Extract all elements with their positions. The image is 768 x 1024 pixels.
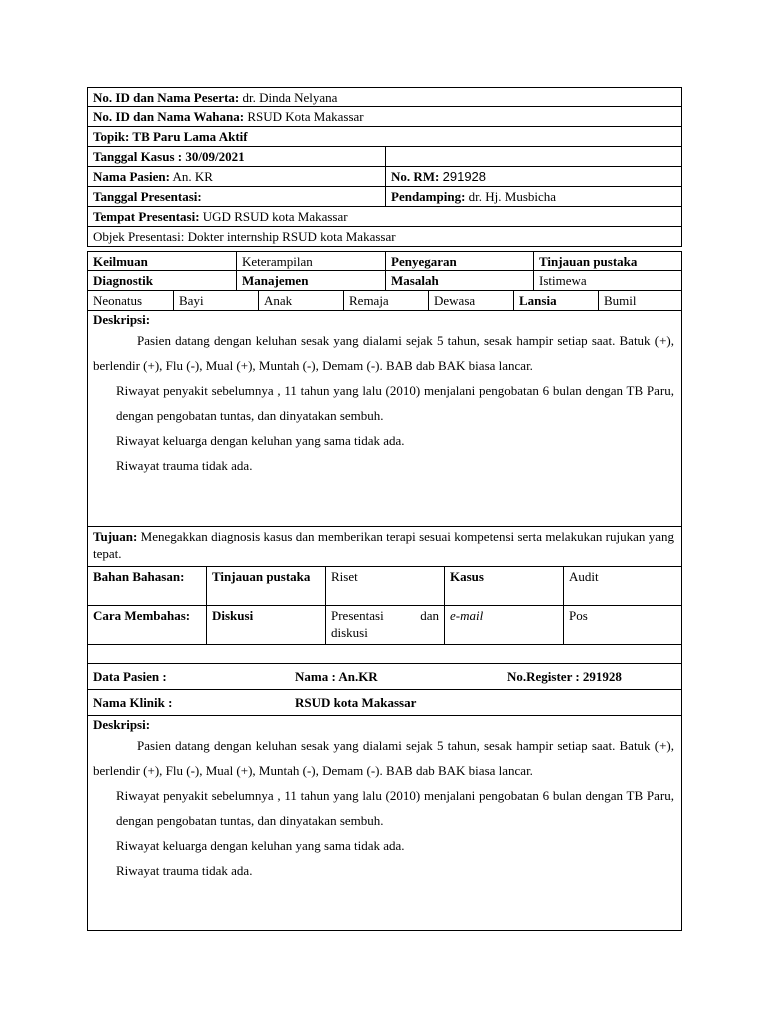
row-category-2 xyxy=(87,271,682,291)
row-bahan-bahasan xyxy=(87,567,682,606)
tempat-value: UGD RSUD kota Makassar xyxy=(202,209,348,224)
deskripsi-p3-2: Riwayat keluarga dengan keluhan yang sama tidak ada. xyxy=(116,838,405,853)
pendamping-value: dr. Hj. Musbicha xyxy=(468,189,557,204)
category-diagnostik: Diagnostik xyxy=(93,273,153,288)
wahana-label: No. ID dan Nama Wahana: xyxy=(93,109,245,124)
data-pasien-nama: Nama : An.KR xyxy=(295,669,378,684)
tempat-label: Tempat Presentasi: xyxy=(93,209,200,224)
cara-presentasi: Presentasi dan diskusi xyxy=(325,606,444,644)
deskripsi-p3: Riwayat keluarga dengan keluhan yang sama tidak ada. xyxy=(116,433,405,448)
tanggal-presentasi-label: Tanggal Presentasi: xyxy=(93,189,202,204)
deskripsi-p2-2: Riwayat penyakit sebelumnya , 11 tahun yang lalu (2010) menjalani pengobatan 6 bulan dengan TB Paru, dengan pengobatan tuntas, dan dinyatakan sembuh. xyxy=(116,788,674,828)
category-manajemen: Manajemen xyxy=(236,271,385,290)
deskripsi-label: Deskripsi: xyxy=(93,312,151,327)
spacer-row xyxy=(87,645,682,664)
deskripsi-p4: Riwayat trauma tidak ada. xyxy=(116,458,253,473)
age-neonatus: Neonatus xyxy=(93,293,143,308)
klinik-value: RSUD kota Makassar xyxy=(295,695,417,710)
deskripsi-section-2 xyxy=(87,716,682,931)
tanggal-kasus: Tanggal Kasus : 30/09/2021 xyxy=(93,149,245,164)
row-peserta xyxy=(87,87,682,107)
row-tempat xyxy=(87,207,682,227)
row-data-pasien xyxy=(87,664,682,690)
case-report-form xyxy=(87,87,682,931)
nama-pasien-value: An. KR xyxy=(172,169,213,184)
row-tanggal-kasus xyxy=(87,147,682,167)
age-bayi: Bayi xyxy=(173,291,258,310)
row-age-groups xyxy=(87,291,682,311)
row-objek xyxy=(87,227,682,247)
category-keterampilan: Keterampilan xyxy=(236,252,385,270)
row-category-1 xyxy=(87,251,682,271)
cara-email: e-mail xyxy=(444,606,563,644)
bahan-kasus: Kasus xyxy=(444,567,563,605)
pendamping-label: Pendamping: xyxy=(391,189,466,204)
cara-diskusi: Diskusi xyxy=(206,606,325,644)
age-dewasa: Dewasa xyxy=(428,291,513,310)
bahan-audit: Audit xyxy=(563,567,681,605)
no-rm-value: 291928 xyxy=(442,169,487,184)
deskripsi-label-2: Deskripsi: xyxy=(93,717,151,732)
deskripsi-p2: Riwayat penyakit sebelumnya , 11 tahun yang lalu (2010) menjalani pengobatan 6 bulan dengan TB Paru, dengan pengobatan tuntas, dan dinyatakan sembuh. xyxy=(116,383,674,423)
age-bumil: Bumil xyxy=(598,291,681,310)
objek: Objek Presentasi: Dokter internship RSUD kota Makassar xyxy=(93,229,396,244)
age-remaja: Remaja xyxy=(343,291,428,310)
wahana-value: RSUD Kota Makassar xyxy=(247,109,364,124)
data-pasien-label: Data Pasien : xyxy=(93,669,167,684)
tujuan-section xyxy=(87,527,682,567)
row-wahana xyxy=(87,107,682,127)
category-masalah: Masalah xyxy=(385,271,533,290)
deskripsi-p1: Pasien datang dengan keluhan sesak yang dialami sejak 5 tahun, sesak hampir setiap saat. Batuk (+), berlendir (+), Flu (-), Mual (+), Muntah (-), Demam (-). BAB dab BAK biasa lancar. xyxy=(93,333,674,373)
bahan-riset: Riset xyxy=(325,567,444,605)
bahan-tinjauan: Tinjauan pustaka xyxy=(206,567,325,605)
bahan-label: Bahan Bahasan: xyxy=(93,569,185,584)
age-lansia: Lansia xyxy=(513,291,598,310)
deskripsi-p4-2: Riwayat trauma tidak ada. xyxy=(116,863,253,878)
row-cara-membahas xyxy=(87,606,682,645)
row-nama-klinik xyxy=(87,690,682,716)
row-nama-pasien xyxy=(87,167,682,187)
tujuan-label: Tujuan: xyxy=(93,529,138,544)
deskripsi-p1-2: Pasien datang dengan keluhan sesak yang dialami sejak 5 tahun, sesak hampir setiap saat. Batuk (+), berlendir (+), Flu (-), Mual (+), Muntah (-), Demam (-). BAB dab BAK biasa lancar. xyxy=(93,738,674,778)
no-rm-label: No. RM: xyxy=(391,169,440,184)
peserta-value: dr. Dinda Nelyana xyxy=(242,90,338,105)
category-keilmuan: Keilmuan xyxy=(93,254,148,269)
nama-pasien-label: Nama Pasien: xyxy=(93,169,170,184)
klinik-label: Nama Klinik : xyxy=(93,695,173,710)
data-pasien-register: No.Register : 291928 xyxy=(507,669,622,684)
row-tanggal-presentasi xyxy=(87,187,682,207)
age-anak: Anak xyxy=(258,291,343,310)
peserta-label: No. ID dan Nama Peserta: xyxy=(93,90,240,105)
cara-label: Cara Membahas: xyxy=(93,608,191,623)
category-penyegaran: Penyegaran xyxy=(385,252,533,270)
topik: Topik: TB Paru Lama Aktif xyxy=(93,129,248,144)
category-istimewa: Istimewa xyxy=(533,271,681,290)
tujuan-text: Menegakkan diagnosis kasus dan memberikan terapi sesuai kompetensi serta melakukan rujukan yang tepat. xyxy=(93,529,674,561)
category-tinjauan-pustaka: Tinjauan pustaka xyxy=(533,252,681,270)
cara-pos: Pos xyxy=(563,606,681,644)
row-topik xyxy=(87,127,682,147)
deskripsi-section xyxy=(87,311,682,527)
